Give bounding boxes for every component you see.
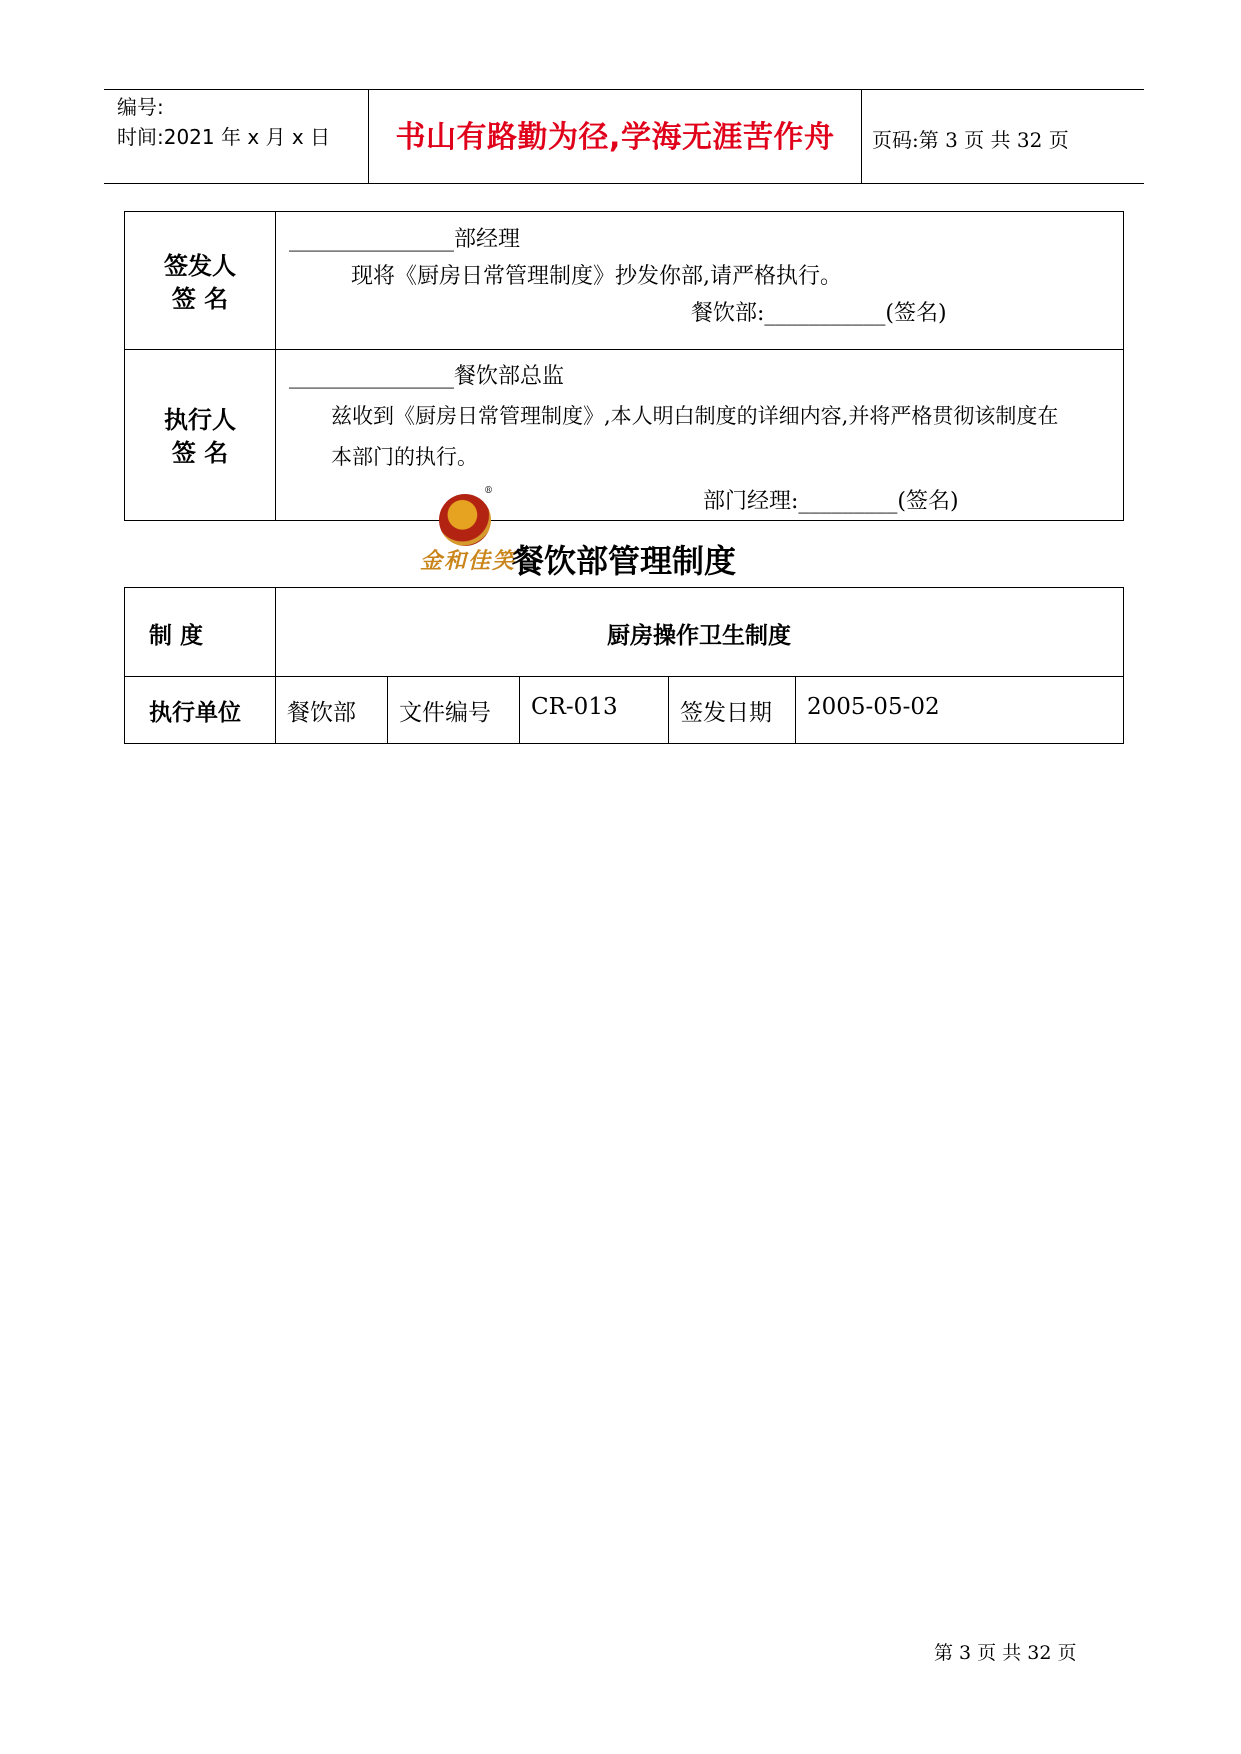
- file-no-label: 文件编号: [399, 700, 491, 726]
- issue-date-value: 2005-05-02: [807, 694, 940, 720]
- policy-label: 制 度: [149, 623, 204, 649]
- info-table-col-divider-2: [387, 676, 388, 743]
- info-table-col-divider-4: [668, 676, 669, 743]
- issuer-label: [125, 249, 275, 315]
- footer-page-number: 第 3 页 共 32 页: [934, 1642, 1077, 1664]
- unit-label: 执行单位: [149, 700, 241, 726]
- executor-label-line1: 执行人: [164, 405, 236, 434]
- sign-table-row-divider: [125, 349, 1123, 350]
- header-divider-right: [861, 90, 862, 184]
- executor-line3: 本部门的执行。: [331, 445, 478, 469]
- file-no-value: CR-013: [531, 694, 618, 720]
- time-label: 时间:2021 年 x 月 x 日: [117, 125, 331, 149]
- executor-line2: 兹收到《厨房日常管理制度》,本人明白制度的详细内容,并将严格贯彻该制度在: [331, 404, 1059, 428]
- issuer-label-line2: 签 名: [171, 284, 229, 313]
- executor-label-line2: 签 名: [171, 438, 229, 467]
- header-top-rule: [104, 89, 1144, 90]
- header-motto: 书山有路勤为径,学海无涯苦作舟: [395, 120, 835, 155]
- header-meta: [117, 92, 330, 152]
- header-page-label: 页码:第 3 页 共 32 页: [872, 128, 1069, 152]
- executor-line1: _______________餐饮部总监: [289, 364, 565, 389]
- issuer-line3: 餐饮部:___________(签名): [691, 301, 947, 326]
- signature-table: [124, 211, 1124, 521]
- executor-label: [125, 403, 275, 469]
- sign-table-column-divider: [275, 212, 276, 520]
- executor-line4: 部门经理:_________(签名): [703, 489, 959, 514]
- number-label: 编号:: [117, 95, 164, 119]
- info-table-col-divider-1: [275, 588, 276, 743]
- issuer-label-line1: 签发人: [164, 251, 236, 280]
- unit-value: 餐饮部: [287, 700, 356, 726]
- info-table-col-divider-5: [795, 676, 796, 743]
- company-logo-icon: [439, 494, 491, 546]
- policy-name: 厨房操作卫生制度: [607, 623, 791, 649]
- info-table-col-divider-3: [519, 676, 520, 743]
- logo-brand-script: 金和佳笑: [420, 548, 517, 574]
- issuer-line2: 现将《厨房日常管理制度》抄发你部,请严格执行。: [351, 264, 842, 289]
- policy-info-table: [124, 587, 1124, 744]
- document-title: 餐饮部管理制度: [512, 542, 737, 580]
- header-bottom-rule: [104, 183, 1144, 184]
- issue-date-label: 签发日期: [680, 700, 772, 726]
- header-divider-left: [368, 90, 369, 184]
- registered-mark: ®: [484, 486, 493, 496]
- issuer-line1: _______________部经理: [289, 227, 521, 252]
